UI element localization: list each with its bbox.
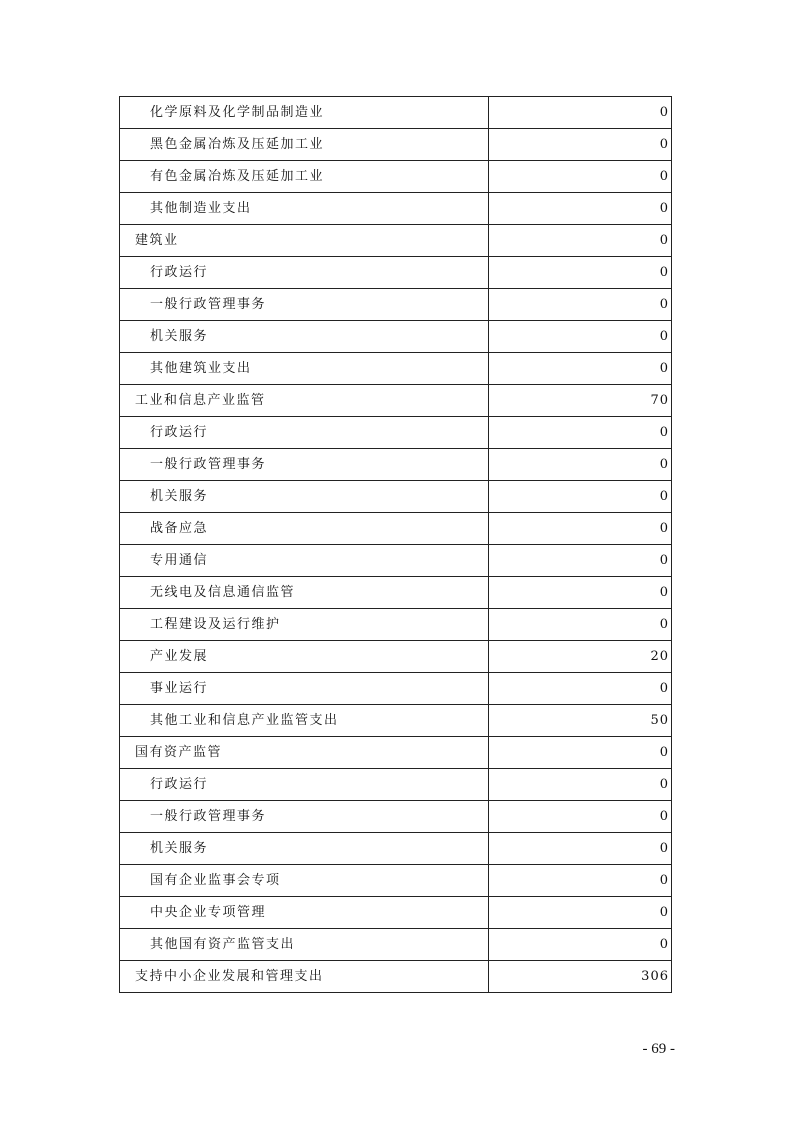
table-row [120,897,672,929]
item-name: 一般行政管理事务 [150,456,267,472]
table-row [120,353,672,385]
item-value: 0 [489,865,672,897]
item-value: 0 [489,673,672,705]
item-name-cell [120,161,489,193]
item-value: 50 [489,705,672,737]
item-name-cell [120,97,489,129]
item-value: 0 [489,289,672,321]
item-name: 产业发展 [150,648,209,664]
item-name: 国有企业监事会专项 [150,872,281,888]
budget-table-body [120,97,672,993]
item-value: 0 [489,897,672,929]
item-name: 支持中小企业发展和管理支出 [135,968,324,984]
item-name: 其他工业和信息产业监管支出 [150,712,339,728]
table-row [120,641,672,673]
item-value: 20 [489,641,672,673]
table-row [120,449,672,481]
table-row [120,97,672,129]
table-row [120,961,672,993]
item-name: 事业运行 [150,680,209,696]
item-value: 70 [489,385,672,417]
item-name-cell [120,609,489,641]
item-name-cell [120,225,489,257]
table-row [120,609,672,641]
item-value: 0 [489,321,672,353]
item-name: 中央企业专项管理 [150,904,267,920]
item-name-cell [120,865,489,897]
item-value: 0 [489,609,672,641]
item-value: 0 [489,193,672,225]
item-value: 0 [489,129,672,161]
item-name: 黑色金属冶炼及压延加工业 [150,136,325,152]
item-name-cell [120,641,489,673]
item-value: 0 [489,545,672,577]
item-value: 0 [489,481,672,513]
table-row [120,129,672,161]
item-name-cell [120,321,489,353]
table-row [120,545,672,577]
item-name-cell [120,129,489,161]
budget-table [119,96,672,993]
item-name-cell [120,513,489,545]
item-name-cell [120,289,489,321]
item-name: 行政运行 [150,424,209,440]
item-name: 行政运行 [150,776,209,792]
item-name: 一般行政管理事务 [150,808,267,824]
item-value: 0 [489,97,672,129]
item-name-cell [120,193,489,225]
table-row [120,161,672,193]
item-name: 机关服务 [150,328,209,344]
item-name-cell [120,961,489,993]
item-value: 0 [489,225,672,257]
item-name-cell [120,385,489,417]
table-row [120,833,672,865]
item-name: 工程建设及运行维护 [150,616,281,632]
item-name: 机关服务 [150,840,209,856]
table-row [120,513,672,545]
item-name-cell [120,577,489,609]
table-row [120,257,672,289]
item-name: 建筑业 [135,232,179,248]
item-value: 0 [489,161,672,193]
item-name-cell [120,257,489,289]
item-name: 无线电及信息通信监管 [150,584,296,600]
item-value: 0 [489,257,672,289]
item-name-cell [120,673,489,705]
item-value: 0 [489,801,672,833]
item-name: 一般行政管理事务 [150,296,267,312]
table-row [120,577,672,609]
item-value: 0 [489,737,672,769]
table-row [120,929,672,961]
item-value: 0 [489,929,672,961]
item-name-cell [120,897,489,929]
item-name-cell [120,481,489,513]
table-row [120,321,672,353]
item-name: 化学原料及化学制品制造业 [150,104,325,120]
item-value: 0 [489,833,672,865]
item-value: 0 [489,513,672,545]
table-row [120,225,672,257]
item-name-cell [120,353,489,385]
table-row [120,289,672,321]
table-row [120,737,672,769]
table-row [120,769,672,801]
item-name-cell [120,449,489,481]
item-value: 0 [489,577,672,609]
table-row [120,481,672,513]
item-value: 0 [489,417,672,449]
item-name: 行政运行 [150,264,209,280]
page-number: - 69 - [642,1041,675,1057]
table-row [120,865,672,897]
item-name-cell [120,737,489,769]
item-name: 其他国有资产监管支出 [150,936,296,952]
table-row [120,193,672,225]
item-name: 国有资产监管 [135,744,223,760]
item-name-cell [120,929,489,961]
item-name-cell [120,769,489,801]
table-row [120,417,672,449]
item-value: 0 [489,449,672,481]
item-name: 专用通信 [150,552,209,568]
table-row [120,673,672,705]
item-value: 0 [489,353,672,385]
item-name: 战备应急 [150,520,209,536]
item-name: 工业和信息产业监管 [135,392,266,408]
table-row [120,801,672,833]
item-name: 有色金属冶炼及压延加工业 [150,168,325,184]
item-name: 其他建筑业支出 [150,360,252,376]
item-name-cell [120,417,489,449]
item-name-cell [120,545,489,577]
item-name: 其他制造业支出 [150,200,252,216]
item-value: 306 [489,961,672,993]
item-name-cell [120,801,489,833]
item-value: 0 [489,769,672,801]
item-name: 机关服务 [150,488,209,504]
item-name-cell [120,705,489,737]
table-row [120,705,672,737]
item-name-cell [120,833,489,865]
table-row [120,385,672,417]
